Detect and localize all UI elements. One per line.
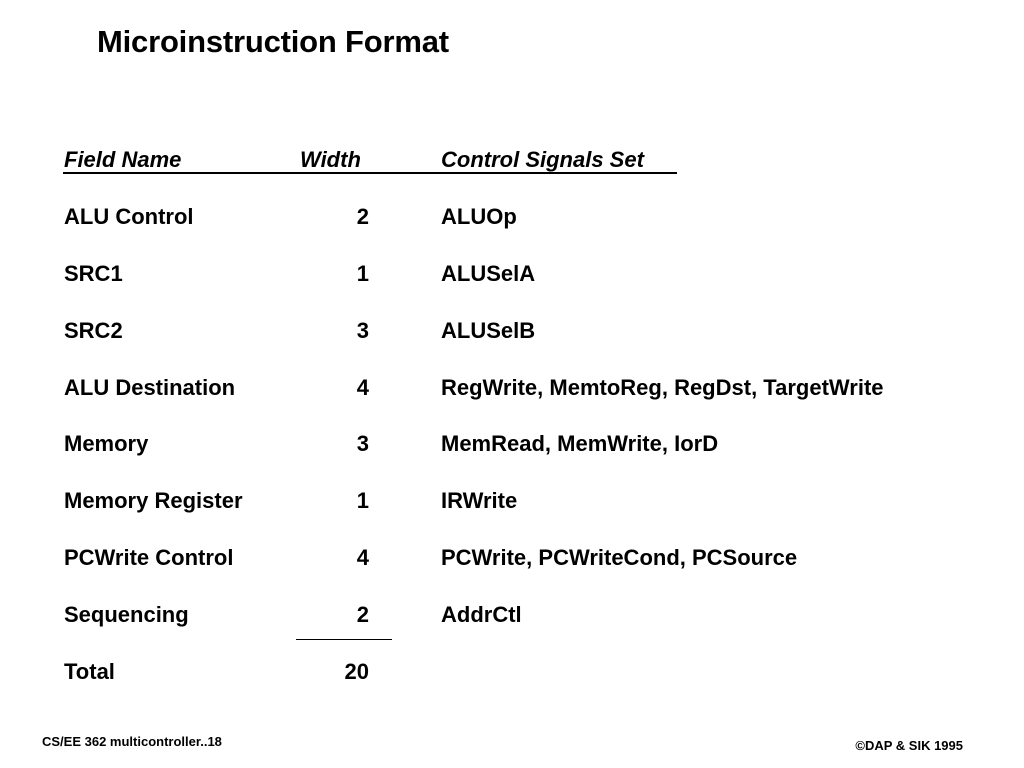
field-name: Sequencing (64, 602, 189, 627)
field-name: ALU Destination (64, 375, 236, 400)
field-width: 1 (356, 488, 369, 513)
field-signals: MemRead, MemWrite, IorD (441, 431, 719, 456)
field-signals: PCWrite, PCWriteCond, PCSource (441, 545, 798, 570)
field-signals: ALUOp (441, 204, 517, 229)
table-row (0, 204, 1024, 234)
field-width: 2 (356, 204, 369, 229)
table-row (0, 488, 1024, 518)
field-name: PCWrite Control (64, 545, 234, 570)
table-row (0, 261, 1024, 291)
header-control-signals: Control Signals Set (441, 147, 644, 172)
table-row (0, 602, 1024, 632)
table-row (0, 318, 1024, 348)
table-row (0, 431, 1024, 461)
field-width: 4 (356, 545, 369, 570)
field-width: 3 (356, 431, 369, 456)
field-width: 4 (356, 375, 369, 400)
footer-copyright: ©DAP & SIK 1995 (855, 738, 963, 753)
table-row (0, 375, 1024, 405)
field-name: Memory (64, 431, 149, 456)
footer-course-label: CS/EE 362 multicontroller..18 (42, 734, 222, 749)
field-width: 2 (356, 602, 369, 627)
total-width: 20 (344, 659, 369, 684)
total-label: Total (64, 659, 115, 684)
page-title: Microinstruction Format (97, 24, 449, 59)
field-name: ALU Control (64, 204, 194, 229)
field-name: Memory Register (64, 488, 243, 513)
header-width: Width (300, 147, 361, 172)
header-field-name: Field Name (64, 147, 182, 172)
sum-divider-line (296, 639, 392, 640)
field-signals: RegWrite, MemtoReg, RegDst, TargetWrite (441, 375, 884, 400)
table-row (0, 545, 1024, 575)
total-row (0, 659, 1024, 689)
field-name: SRC2 (64, 318, 123, 343)
field-width: 1 (356, 261, 369, 286)
field-width: 3 (356, 318, 369, 343)
field-signals: ALUSelB (441, 318, 536, 343)
field-signals: AddrCtl (441, 602, 522, 627)
field-signals: ALUSelA (441, 261, 536, 286)
header-underline (63, 172, 677, 174)
field-signals: IRWrite (441, 488, 518, 513)
field-name: SRC1 (64, 261, 123, 286)
